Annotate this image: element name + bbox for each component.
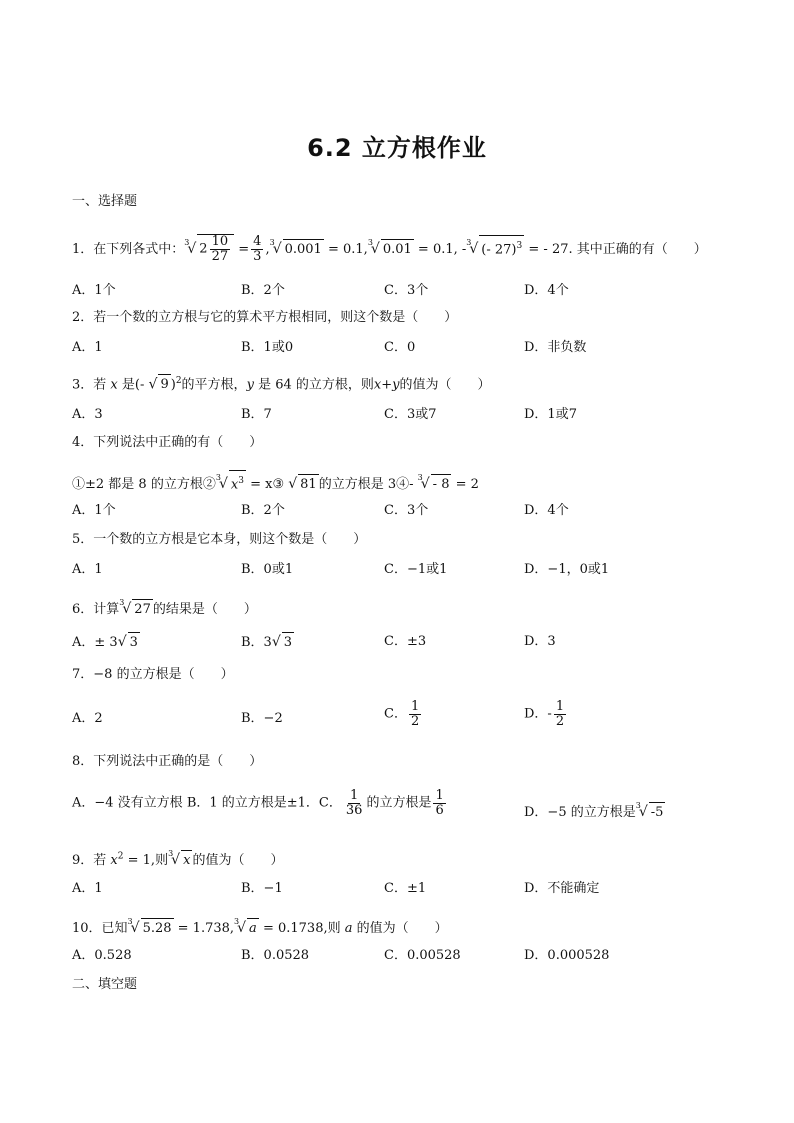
q10-option-d[interactable]: D．0.000528 xyxy=(524,948,610,963)
q1-whole: 2 xyxy=(199,242,208,257)
question-1-lead: 1．在下列各式中： xyxy=(72,242,185,257)
q6-option-b[interactable]: B．3√ 3 xyxy=(241,632,294,653)
q8-frac-c-den: 36 xyxy=(345,802,363,818)
q6-optA-pre: A．± 3 xyxy=(72,635,118,650)
q4-s4-lead: - xyxy=(409,477,414,492)
q10-option-c[interactable]: C．0.00528 xyxy=(384,948,461,963)
q3-tail: 的值为（ ） xyxy=(399,377,491,393)
q3-mid: 的平方根， xyxy=(181,377,247,393)
q8-options-abc[interactable] xyxy=(72,789,448,817)
question-5: 5．一个数的立方根是它本身，则这个数是（ ） xyxy=(72,532,367,547)
q1-frac-b-den: 3 xyxy=(253,249,262,264)
q4-option-c[interactable]: C．3个 xyxy=(384,503,429,518)
q1-option-d[interactable]: D．4个 xyxy=(524,283,569,298)
q3-option-a[interactable]: A．3 xyxy=(72,407,103,422)
q6-optA-rad: 3 xyxy=(128,632,140,653)
q8-frac-c2 xyxy=(433,789,445,817)
q10-a: a xyxy=(344,921,353,936)
q7-option-b[interactable]: B．−2 xyxy=(241,711,283,726)
q10-tail: 的值为（ ） xyxy=(356,921,448,936)
question-1: 1．在下列各式中：$^3$√ 2 $\frac{10}{27}$ = $\frac{4}{3}$ ,$^3$√ 0.001 = 0.1,$^3$√ 0.01 = 0.1, -$^3$√ (- 27)$^3$ = - 27. 其中正确的有（ ） xyxy=(72,234,707,264)
q1-frac-a xyxy=(210,235,231,263)
q5-option-b[interactable]: B．0或1 xyxy=(241,562,294,577)
q8-frac-c2-num: 1 xyxy=(435,788,444,803)
q7-optD-num: 1 xyxy=(555,699,565,714)
section-heading-choice: 一、选择题 xyxy=(72,194,138,209)
q9-option-b[interactable]: B．−1 xyxy=(241,881,283,896)
q5-option-d[interactable]: D．−1，0或1 xyxy=(524,562,610,577)
page-title: 6.2 立方根作业 xyxy=(307,134,487,162)
q8-frac-c2-den: 6 xyxy=(435,802,444,818)
q1-eq2: = 0.1, xyxy=(327,242,368,257)
q1-tail: . 其中正确的有（ ） xyxy=(568,242,707,257)
q6-option-d[interactable]: D．3 xyxy=(524,634,556,649)
q6-option-a[interactable]: A．± 3√ 3 xyxy=(72,632,140,653)
q1-option-a[interactable]: A．1个 xyxy=(72,283,116,298)
q3-option-d[interactable]: D．1或7 xyxy=(524,407,577,422)
q8-option-d[interactable]: D．−5 的立方根是$^3$√ -5 xyxy=(524,796,665,823)
q4-option-b[interactable]: B．2个 xyxy=(241,503,285,518)
q3-exp: 2 xyxy=(175,376,182,386)
q4-s2-eq: = x xyxy=(250,477,273,492)
question-6: 6．计算$^3$√ 27 的结果是（ ） xyxy=(72,593,257,620)
q2-option-c[interactable]: C．0 xyxy=(384,340,416,355)
q7-optC-label: C． xyxy=(384,706,407,722)
q7-optD-frac xyxy=(554,700,566,728)
q1-rad4: (- 27) xyxy=(481,242,517,257)
q10-option-a[interactable]: A．0.528 xyxy=(72,948,132,963)
question-7: 7．−8 的立方根是（ ） xyxy=(72,667,234,682)
q1-eq4: = - 27 xyxy=(528,242,569,257)
q7-optC-frac xyxy=(409,700,421,728)
question-8: 8．下列说法中正确的是（ ） xyxy=(72,754,263,769)
q9-tail: 的值为（ ） xyxy=(192,853,284,868)
q4-s1: ①±2 都是 8 的立方根② xyxy=(72,477,216,492)
q1-rad3: 0.01 xyxy=(381,239,414,260)
q3-xy: x+y xyxy=(373,377,400,393)
q9-option-d[interactable]: D．不能确定 xyxy=(524,881,600,896)
q6-rad: 27 xyxy=(132,599,153,620)
q3-option-c[interactable]: C．3或7 xyxy=(384,407,437,422)
q3-x: x xyxy=(110,377,118,393)
q8-frac-c xyxy=(344,789,365,817)
q6-option-c[interactable]: C．±3 xyxy=(384,634,427,649)
q1-option-c[interactable]: C．3个 xyxy=(384,283,429,298)
q4-option-d[interactable]: D．4个 xyxy=(524,503,569,518)
q10-option-b[interactable]: B．0.0528 xyxy=(241,948,310,963)
q3-option-b[interactable]: B．7 xyxy=(241,407,272,422)
q6-lead: 6．计算 xyxy=(72,602,120,617)
q4-s4-tail: = 2 xyxy=(455,477,479,492)
q5-option-c[interactable]: C．−1或1 xyxy=(384,562,448,577)
q7-optC-den: 2 xyxy=(410,713,420,729)
q10-mid2: = 0.1738,则 xyxy=(262,921,341,936)
q4-s3-rad: 81 xyxy=(298,474,319,495)
q2-option-a[interactable]: A．1 xyxy=(72,340,103,355)
q9-rad: x xyxy=(181,850,192,871)
q1-frac-b-num: 4 xyxy=(253,234,262,250)
q5-option-a[interactable]: A．1 xyxy=(72,562,103,577)
q6-tail: 的结果是（ ） xyxy=(152,602,257,617)
q1-frac-a-den: 27 xyxy=(211,249,229,264)
q7-option-c[interactable] xyxy=(384,700,423,728)
q9-option-a[interactable]: A．1 xyxy=(72,881,103,896)
q8-c-mid: 的立方根是 xyxy=(366,795,432,811)
q10-lead: 10．已知 xyxy=(72,921,128,936)
q6-optB-pre: B．3 xyxy=(241,635,272,650)
q4-s3-tail: 的立方根是 3④ xyxy=(318,477,410,492)
question-3: 3．若 x 是(- √ 9 )$^2$的平方根，y 是 64 的立方根，则x+y的值为（ ） xyxy=(72,371,490,395)
question-4: 4．下列说法中正确的有（ ） xyxy=(72,435,263,450)
q3-rad: 9 xyxy=(158,374,170,395)
q1-frac-b xyxy=(251,235,263,263)
q7-optD-label: D．- xyxy=(524,706,552,722)
q4-s2-exp: 3 xyxy=(238,475,244,486)
q10-mid: = 1.738, xyxy=(177,921,235,936)
q1-rad4-exp: 3 xyxy=(516,240,523,251)
q8-optD: D．−5 的立方根是 xyxy=(524,805,636,820)
q7-optC-num: 1 xyxy=(410,699,420,714)
q4-s4-rad: - 8 xyxy=(431,474,452,495)
q4-s3-lead: ③ xyxy=(272,477,285,492)
q8-frac-c-num: 1 xyxy=(350,788,359,803)
q3-y: y xyxy=(246,377,254,393)
q4-option-a[interactable]: A．1个 xyxy=(72,503,116,518)
question-10: 10．已知$^3$√ 5.28 = 1.738,$^3$√ a = 0.1738,则 a 的值为（ ） xyxy=(72,912,448,939)
question-2: 2．若一个数的立方根与它的算术平方根相同，则这个数是（ ） xyxy=(72,310,458,325)
question-9: 9．若 $x^2 = 1$,则$^3$√ x 的值为（ ） xyxy=(72,844,283,871)
q3-mid2: 是 64 的立方根，则 xyxy=(258,377,374,393)
q10-rad: 5.28 xyxy=(141,918,174,939)
q2-option-d[interactable]: D．非负数 xyxy=(524,340,587,355)
q2-option-b[interactable]: B．1或0 xyxy=(241,340,294,355)
q8-optA: A．−4 没有立方根 B．1 的立方根是±1．C． xyxy=(72,795,342,811)
q9-x: x xyxy=(110,853,118,868)
q9-option-c[interactable]: C．±1 xyxy=(384,881,427,896)
q7-option-d[interactable] xyxy=(524,700,568,728)
q1-option-b[interactable]: B．2个 xyxy=(241,283,285,298)
q7-optD-den: 2 xyxy=(555,713,565,729)
q6-optB-rad: 3 xyxy=(282,632,294,653)
q4-s2-rad: x xyxy=(230,477,239,492)
q9-lead: 9．若 xyxy=(72,853,107,868)
q3-lead: 3．若 xyxy=(72,377,107,393)
q10-rad2: a xyxy=(247,918,259,939)
q1-frac-a-num: 10 xyxy=(211,234,229,250)
q9-exp: 2 xyxy=(117,851,124,862)
q3-is: 是 xyxy=(121,377,135,393)
q1-eq1: = xyxy=(238,242,250,257)
q9-mid: = 1,则 xyxy=(127,853,169,868)
q7-option-a[interactable]: A．2 xyxy=(72,711,103,726)
q1-rad2: 0.001 xyxy=(283,239,324,260)
q1-eq3: = 0.1, - xyxy=(417,242,467,257)
section-heading-fill: 二、填空题 xyxy=(72,977,138,992)
question-4-statements: ①±2 都是 8 的立方根②$^3$√ $x^3$ = x③ √ 81 的立方根是 3④- $^3$√ - 8 = 2 xyxy=(72,468,479,495)
q8-optD-rad: -5 xyxy=(649,802,666,823)
